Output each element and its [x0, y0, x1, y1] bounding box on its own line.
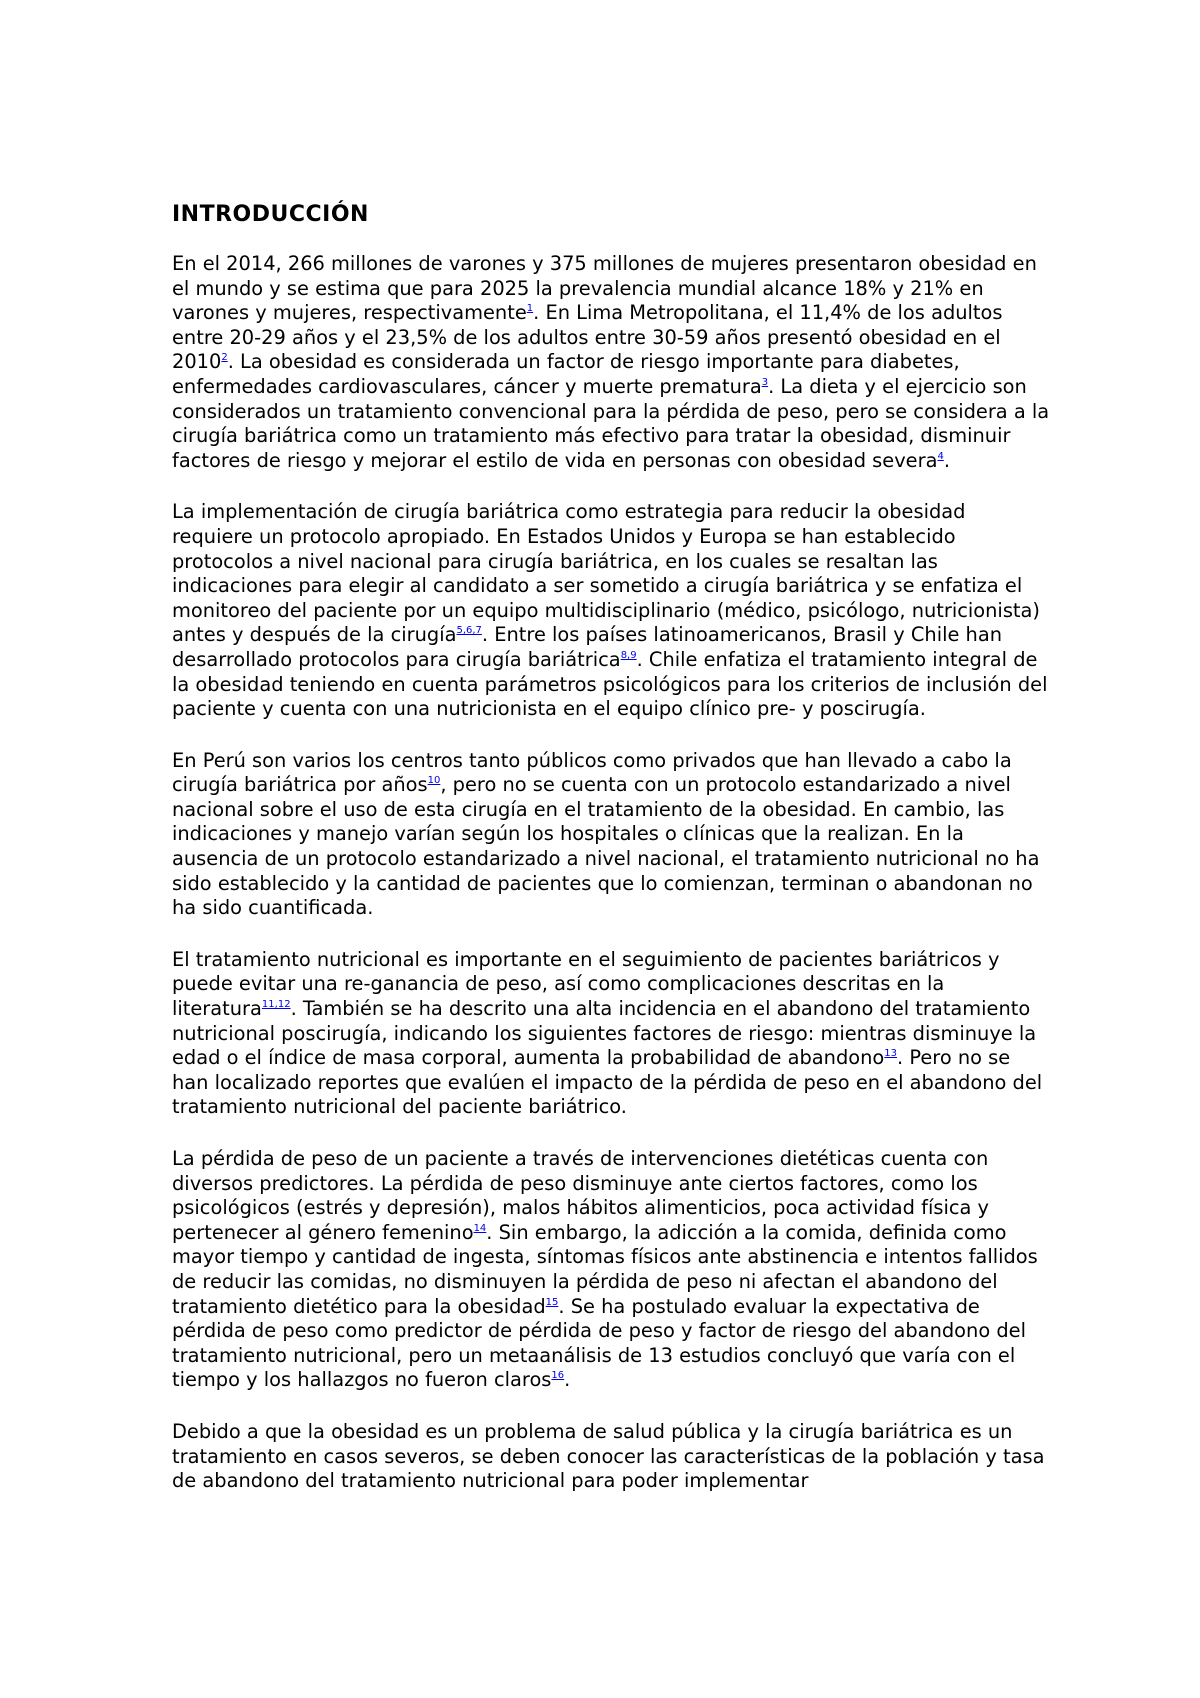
reference-superscript [262, 999, 291, 1010]
paragraph-text: En el 2014, 266 millones de varones y 375 millones de mujeres presentaron obesidad en el mundo y se estima que para 2025 la prevalencia mundial alcance 18% y 21% en varones y mujeres, respectivamente [172, 252, 1037, 325]
paragraph-text: , pero no se cuenta con un protocolo estandarizado a nivel nacional sobre el uso de esta cirugía en el tratamiento de la obesidad. En cambio, las indicaciones y manejo varían según los hospitales o clínicas que la realizan. En la ausencia de un protocolo estandarizado a nivel nacional, el tratamiento nutricional no ha sido establecido y la cantidad de pacientes que lo comienzan, terminan o abandonan no ha sido cuantificada. [172, 773, 1040, 920]
reference-link[interactable]: 14 [473, 1222, 487, 1234]
paragraph-text: La pérdida de peso de un paciente a través de intervenciones dietéticas cuenta con diversos predictores. La pérdida de peso disminuye ante ciertos factores, como los psicológicos (estrés y depresión), malos hábitos alimenticios, poca actividad física y pertenecer al género femenino [172, 1147, 990, 1244]
paragraph [172, 500, 1052, 721]
paragraph-text: . Se ha postulado evaluar la expectativa de pérdida de peso como predictor de pérdida de peso y factor de riesgo del abandono del tratamiento nutricional, pero un metaanálisis de 13 estudios concluyó que varía con el tiempo y los hallazgos no fueron claros [172, 1294, 1026, 1392]
reference-superscript [428, 775, 441, 786]
reference-superscript [884, 1048, 897, 1059]
paragraph [172, 749, 1052, 921]
paragraph-text: . Chile enfatiza el tratamiento integral de la obesidad teniendo en cuenta parámetros psicológicos para los criterios de inclusión del paciente y cuenta con una nutricionista en el equipo clínico pre- y poscirugía. [172, 647, 1048, 721]
reference-link[interactable]: 15 [545, 1296, 559, 1308]
paragraph [172, 948, 1052, 1120]
reference-link[interactable]: 1 [526, 303, 534, 315]
reference-superscript [551, 1370, 564, 1381]
paragraph-text: . La dieta y el ejercicio son considerados un tratamiento convencional para la pérdida de peso, pero se considera a la cirugía bariátrica como un tratamiento más efectivo para tratar la obesidad, disminuir factores de riesgo y mejorar el estilo de vida en personas con obesidad severa [172, 374, 1050, 472]
paragraph-text: La implementación de cirugía bariátrica como estrategia para reducir la obesidad requiere un protocolo apropiado. En Estados Unidos y Europa se han establecido protocolos a nivel nacional para cirugía bariátrica, en los cuales se resaltan las indicaciones para elegir al candidato a ser sometido a cirugía bariátrica y se enfatiza el monitoreo del paciente por un equipo multidisciplinario (médico, psicólogo, nutricionista) antes y después de la cirugía [172, 500, 1040, 647]
reference-link[interactable]: 4 [937, 450, 944, 462]
paragraph [172, 1420, 1052, 1494]
reference-link[interactable]: 16 [551, 1370, 565, 1382]
reference-superscript [474, 1223, 487, 1234]
paragraph [172, 252, 1052, 473]
reference-link[interactable]: 3 [761, 376, 769, 388]
reference-link[interactable]: 13 [884, 1048, 898, 1060]
paragraph [172, 1147, 1052, 1393]
paragraph-text: . Pero no se han localizado reportes que evalúen el impacto de la pérdida de peso en el abandono del tratamiento nutricional del paciente bariátrico. [172, 1046, 1043, 1119]
reference-link[interactable]: 5,6,7 [456, 625, 482, 637]
paragraph-text: Debido a que la obesidad es un problema de salud pública y la cirugía bariátrica es un tratamiento en casos severos, se deben conocer las características de la población y tasa de abandono del tratamiento nutricional para poder implementar [172, 1419, 1045, 1493]
paragraph-text: . En Lima Metropolitana, el 11,4% de los adultos entre 20-29 años y el 23,5% de los adultos entre 30-59 años presentó obesidad en el 2010 [172, 301, 1003, 374]
section-heading: INTRODUCCIÓN [172, 202, 369, 227]
paragraph-text: En Perú son varios los centros tanto públicos como privados que han llevado a cabo la cirugía bariátrica por años [172, 748, 1012, 797]
reference-link[interactable]: 8,9 [620, 649, 637, 661]
paragraph-text: . Sin embargo, la adicción a la comida, definida como mayor tiempo y cantidad de ingesta, síntomas físicos ante abstinencia e intentos fallidos de reducir las comidas, no disminuyen la pérdida de peso ni afectan el abandono del tratamiento dietético para la obesidad [172, 1220, 1038, 1318]
reference-link[interactable]: 2 [221, 352, 228, 364]
paragraphs-container [172, 252, 1052, 1494]
reference-link[interactable]: 10 [427, 775, 441, 787]
reference-link[interactable]: 11,12 [261, 999, 291, 1011]
reference-superscript [621, 650, 637, 661]
paragraph-text: . La obesidad es considerada un factor de riesgo importante para diabetes, enfermedades cardiovasculares, cáncer y muerte prematura [172, 350, 960, 398]
reference-superscript [456, 625, 481, 636]
paragraph-text: El tratamiento nutricional es importante en el seguimiento de pacientes bariátricos y puede evitar una re-ganancia de peso, así como complicaciones descritas en la literatura [172, 947, 1000, 1021]
paragraph-text: . Entre los países latinoamericanos, Brasil y Chile han desarrollado protocolos para cirugía bariátrica [172, 623, 1003, 671]
paragraph-text: . También se ha descrito una alta incidencia en el abandono del tratamiento nutricional poscirugía, indicando los siguientes factores de riesgo: mientras disminuye la edad o el índice de masa corporal, aumenta la probabilidad de abandono [172, 997, 1037, 1070]
reference-superscript [546, 1297, 559, 1308]
paragraph-text: . [564, 1368, 571, 1392]
paragraph-text: . [943, 448, 951, 472]
article-body [172, 200, 1052, 1521]
